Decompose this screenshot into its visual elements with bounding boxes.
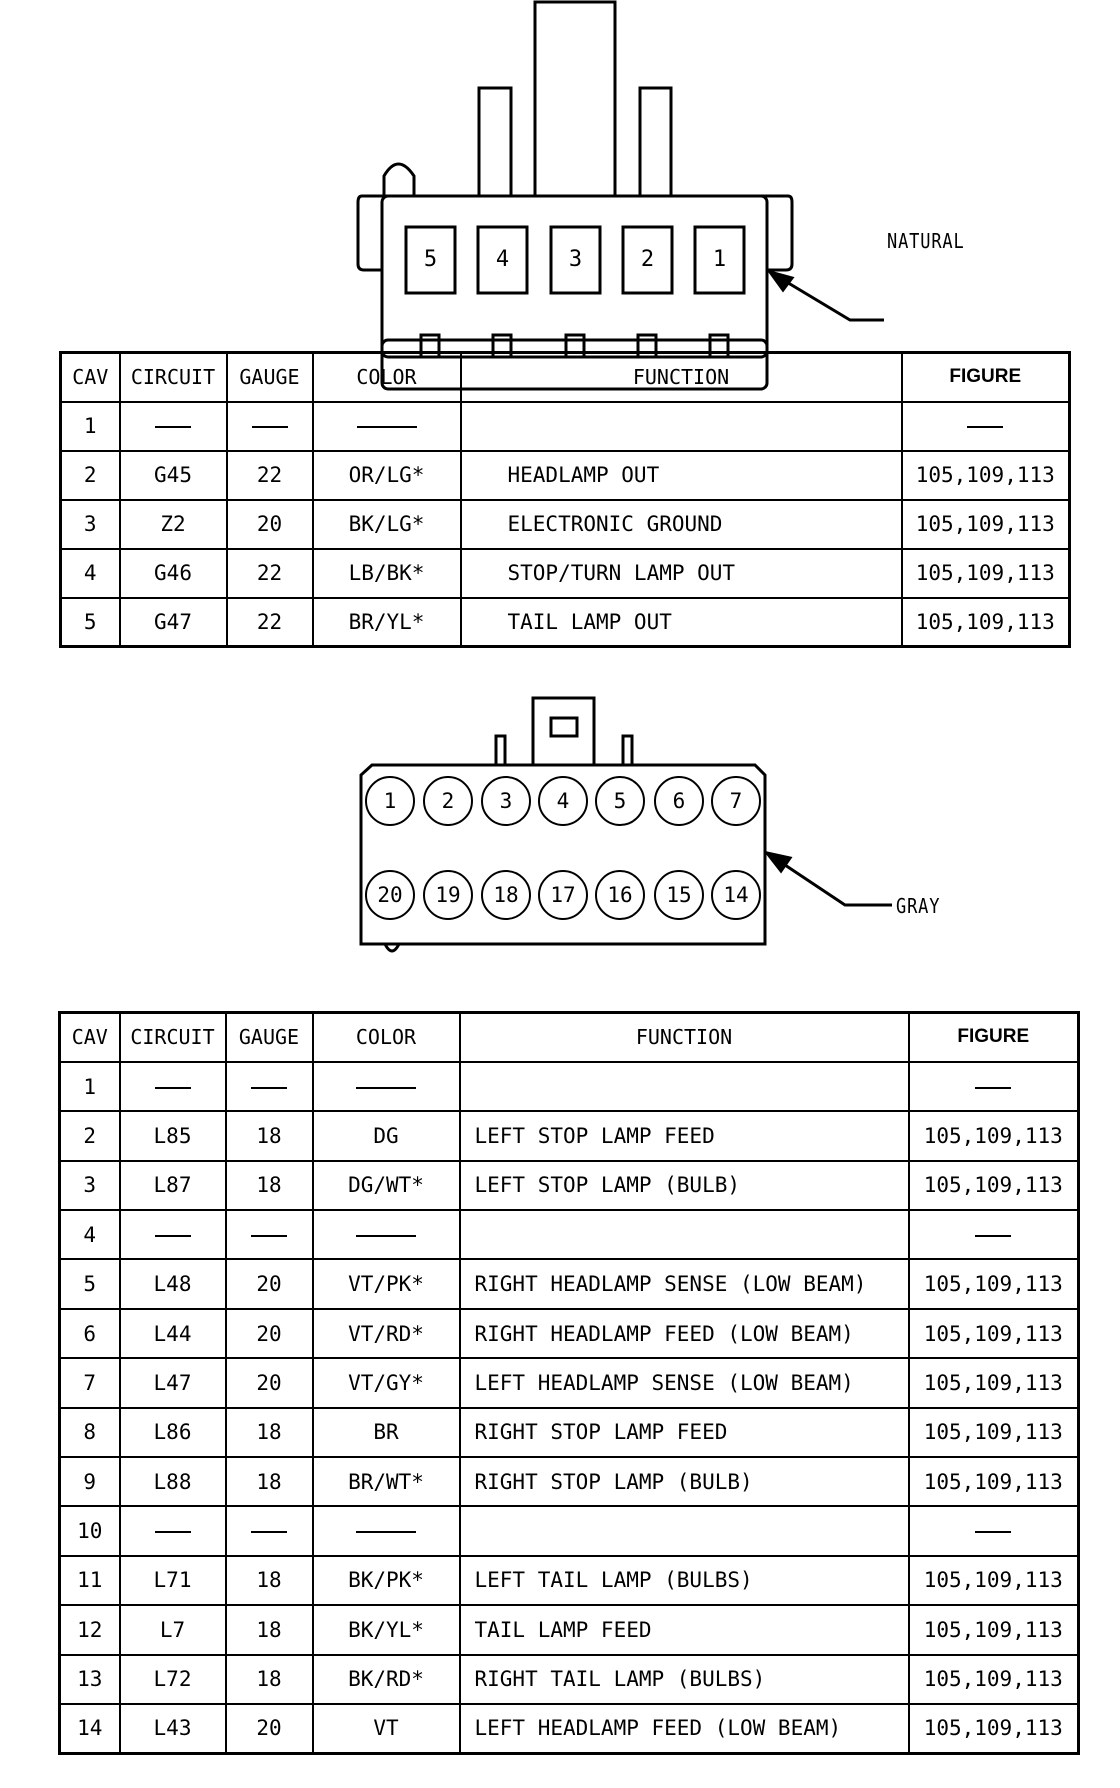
cell-circuit: G47 <box>120 598 227 647</box>
cell-cav: 5 <box>61 598 120 647</box>
cell-color: VT/PK* <box>313 1259 460 1308</box>
cell-cav: 6 <box>60 1309 120 1358</box>
cavity-number: 2 <box>640 247 655 272</box>
empty-dash <box>251 1235 287 1237</box>
table-row <box>61 598 1070 647</box>
cell-function <box>460 1062 909 1111</box>
cell-figure: 105,109,113 <box>902 598 1070 647</box>
cell-function: RIGHT STOP LAMP (BULB) <box>460 1457 909 1506</box>
column-header-figure: FIGURE <box>902 353 1070 402</box>
table-row <box>61 500 1070 549</box>
cell-cav: 9 <box>60 1457 120 1506</box>
empty-dash <box>975 1235 1011 1237</box>
cell-circuit: G45 <box>120 451 227 500</box>
cell-function <box>461 402 902 451</box>
cell-figure: 105,109,113 <box>902 500 1070 549</box>
cell-function: ELECTRONIC GROUND <box>461 500 902 549</box>
cavity-number: 1 <box>712 247 727 272</box>
cell-gauge: 20 <box>226 1704 313 1753</box>
cell-gauge <box>227 402 313 451</box>
cell-function: HEADLAMP OUT <box>461 451 902 500</box>
cell-figure: 105,109,113 <box>902 451 1070 500</box>
cell-figure: 105,109,113 <box>909 1358 1079 1407</box>
cavity-number: 5 <box>423 247 438 272</box>
cell-figure: 105,109,113 <box>909 1556 1079 1605</box>
cell-circuit: L88 <box>120 1457 226 1506</box>
cell-figure: 105,109,113 <box>902 549 1070 598</box>
empty-dash <box>155 1235 191 1237</box>
cell-function: RIGHT STOP LAMP FEED <box>460 1408 909 1457</box>
cavity-number: 3 <box>568 247 583 272</box>
cell-gauge: 20 <box>226 1309 313 1358</box>
table-row <box>60 1062 1079 1111</box>
cell-figure <box>909 1210 1079 1259</box>
cavity-circle: 18 <box>481 870 531 920</box>
column-header-cav: CAV <box>60 1013 120 1062</box>
cavity-circle: 3 <box>481 776 531 826</box>
table-row <box>60 1309 1079 1358</box>
cell-circuit: L47 <box>120 1358 226 1407</box>
table-row <box>61 402 1070 451</box>
cell-figure: 105,109,113 <box>909 1655 1079 1704</box>
empty-dash <box>356 1531 416 1533</box>
empty-dash <box>155 1087 191 1089</box>
empty-dash <box>975 1531 1011 1533</box>
table-row <box>60 1358 1079 1407</box>
table-row <box>60 1605 1079 1654</box>
cell-figure: 105,109,113 <box>909 1161 1079 1210</box>
cell-color: BK/LG* <box>313 500 461 549</box>
cell-figure: 105,109,113 <box>909 1457 1079 1506</box>
cell-function: RIGHT HEADLAMP FEED (LOW BEAM) <box>460 1309 909 1358</box>
cell-cav: 10 <box>60 1506 120 1555</box>
cavity-circle: 16 <box>595 870 645 920</box>
table-row <box>60 1259 1079 1308</box>
cell-gauge: 18 <box>226 1161 313 1210</box>
table-row <box>60 1655 1079 1704</box>
cell-function: RIGHT HEADLAMP SENSE (LOW BEAM) <box>460 1259 909 1308</box>
column-header-circuit: CIRCUIT <box>120 353 227 402</box>
cell-function: LEFT TAIL LAMP (BULBS) <box>460 1556 909 1605</box>
empty-dash <box>356 1087 416 1089</box>
table-row <box>60 1111 1079 1160</box>
cell-function <box>460 1210 909 1259</box>
cell-circuit: L71 <box>120 1556 226 1605</box>
cell-figure <box>909 1062 1079 1111</box>
cell-color: BK/YL* <box>313 1605 460 1654</box>
cell-function <box>460 1506 909 1555</box>
cell-figure: 105,109,113 <box>909 1111 1079 1160</box>
cavity-circle: 1 <box>365 776 415 826</box>
cell-color <box>313 1506 460 1555</box>
cell-gauge: 20 <box>227 500 313 549</box>
cell-gauge <box>226 1506 313 1555</box>
cell-function: LEFT STOP LAMP (BULB) <box>460 1161 909 1210</box>
pinout-table-gray <box>58 1011 1080 1755</box>
cell-color: BK/PK* <box>313 1556 460 1605</box>
cell-color <box>313 1210 460 1259</box>
cell-function: TAIL LAMP OUT <box>461 598 902 647</box>
cell-cav: 1 <box>60 1062 120 1111</box>
connector-natural-drawing <box>358 2 884 389</box>
cell-color <box>313 1062 460 1111</box>
cell-figure: 105,109,113 <box>909 1704 1079 1753</box>
cell-cav: 3 <box>60 1161 120 1210</box>
table-row <box>60 1506 1079 1555</box>
cavity-circle: 14 <box>711 870 761 920</box>
cell-circuit <box>120 1062 226 1111</box>
cell-function: LEFT HEADLAMP SENSE (LOW BEAM) <box>460 1358 909 1407</box>
cavity-circle: 6 <box>654 776 704 826</box>
cell-cav: 2 <box>61 451 120 500</box>
cell-circuit: Z2 <box>120 500 227 549</box>
cell-figure: 105,109,113 <box>909 1408 1079 1457</box>
cell-function: STOP/TURN LAMP OUT <box>461 549 902 598</box>
table-row <box>60 1161 1079 1210</box>
cell-cav: 5 <box>60 1259 120 1308</box>
empty-dash <box>155 426 191 428</box>
cell-cav: 4 <box>61 549 120 598</box>
cell-color: VT <box>313 1704 460 1753</box>
cell-function: LEFT HEADLAMP FEED (LOW BEAM) <box>460 1704 909 1753</box>
cavity-number: 4 <box>495 247 510 272</box>
column-header-circuit: CIRCUIT <box>120 1013 226 1062</box>
cell-circuit: L86 <box>120 1408 226 1457</box>
column-header-cav: CAV <box>61 353 120 402</box>
table-row <box>61 451 1070 500</box>
cell-color: DG <box>313 1111 460 1160</box>
cell-function: LEFT STOP LAMP FEED <box>460 1111 909 1160</box>
cavity-circle: 17 <box>538 870 588 920</box>
cell-cav: 1 <box>61 402 120 451</box>
cell-color: BR <box>313 1408 460 1457</box>
cell-cav: 7 <box>60 1358 120 1407</box>
empty-dash <box>357 426 417 428</box>
column-header-gauge: GAUGE <box>227 353 313 402</box>
cell-circuit: L43 <box>120 1704 226 1753</box>
cell-figure: 105,109,113 <box>909 1605 1079 1654</box>
cell-color: DG/WT* <box>313 1161 460 1210</box>
table-row <box>60 1210 1079 1259</box>
cell-gauge: 22 <box>227 451 313 500</box>
table-row <box>60 1408 1079 1457</box>
cell-figure: 105,109,113 <box>909 1259 1079 1308</box>
cell-cav: 3 <box>61 500 120 549</box>
column-header-gauge: GAUGE <box>226 1013 313 1062</box>
cell-color: BR/WT* <box>313 1457 460 1506</box>
cell-color: OR/LG* <box>313 451 461 500</box>
cell-circuit: L7 <box>120 1605 226 1654</box>
table-row <box>60 1704 1079 1753</box>
cell-cav: 4 <box>60 1210 120 1259</box>
cell-color: VT/RD* <box>313 1309 460 1358</box>
pinout-table-natural <box>59 351 1071 648</box>
cell-cav: 11 <box>60 1556 120 1605</box>
connector-color-label-natural: NATURAL <box>887 229 965 253</box>
cell-circuit: L87 <box>120 1161 226 1210</box>
cell-gauge: 18 <box>226 1457 313 1506</box>
cell-cav: 13 <box>60 1655 120 1704</box>
empty-dash <box>967 426 1003 428</box>
cavity-circle: 4 <box>538 776 588 826</box>
cavity-circle: 7 <box>711 776 761 826</box>
cell-circuit: L85 <box>120 1111 226 1160</box>
cell-gauge: 22 <box>227 549 313 598</box>
cell-circuit: L48 <box>120 1259 226 1308</box>
column-header-function: FUNCTION <box>460 1013 909 1062</box>
cell-cav: 8 <box>60 1408 120 1457</box>
cell-gauge <box>226 1210 313 1259</box>
cell-color <box>313 402 461 451</box>
cell-function: RIGHT TAIL LAMP (BULBS) <box>460 1655 909 1704</box>
cell-color: BK/RD* <box>313 1655 460 1704</box>
cell-circuit <box>120 402 227 451</box>
cell-gauge: 18 <box>226 1556 313 1605</box>
empty-dash <box>251 1087 287 1089</box>
cell-cav: 12 <box>60 1605 120 1654</box>
empty-dash <box>975 1087 1011 1089</box>
cell-function: TAIL LAMP FEED <box>460 1605 909 1654</box>
cell-gauge: 18 <box>226 1605 313 1654</box>
empty-dash <box>356 1235 416 1237</box>
connector-color-label-gray: GRAY <box>896 894 941 918</box>
cavity-circle: 15 <box>654 870 704 920</box>
cell-gauge: 18 <box>226 1655 313 1704</box>
cell-color: VT/GY* <box>313 1358 460 1407</box>
empty-dash <box>155 1531 191 1533</box>
column-header-function: FUNCTION <box>461 353 902 402</box>
cell-cav: 2 <box>60 1111 120 1160</box>
cell-circuit: G46 <box>120 549 227 598</box>
cell-circuit <box>120 1506 226 1555</box>
cell-figure: 105,109,113 <box>909 1309 1079 1358</box>
table-row <box>60 1556 1079 1605</box>
column-header-color: COLOR <box>313 1013 460 1062</box>
cell-cav: 14 <box>60 1704 120 1753</box>
table-header-row <box>60 1013 1079 1062</box>
cavity-circle: 5 <box>595 776 645 826</box>
cell-figure <box>909 1506 1079 1555</box>
column-header-figure: FIGURE <box>909 1013 1079 1062</box>
cell-circuit <box>120 1210 226 1259</box>
cell-gauge: 22 <box>227 598 313 647</box>
empty-dash <box>251 1531 287 1533</box>
cell-color: LB/BK* <box>313 549 461 598</box>
cavity-circle: 2 <box>423 776 473 826</box>
cavity-circle: 20 <box>365 870 415 920</box>
cell-gauge <box>226 1062 313 1111</box>
empty-dash <box>252 426 288 428</box>
cell-gauge: 20 <box>226 1259 313 1308</box>
table-row <box>60 1457 1079 1506</box>
cell-color: BR/YL* <box>313 598 461 647</box>
cell-circuit: L72 <box>120 1655 226 1704</box>
cell-gauge: 18 <box>226 1408 313 1457</box>
table-header-row <box>61 353 1070 402</box>
cell-gauge: 18 <box>226 1111 313 1160</box>
cell-figure <box>902 402 1070 451</box>
cell-gauge: 20 <box>226 1358 313 1407</box>
cavity-circle: 19 <box>423 870 473 920</box>
column-header-color: COLOR <box>313 353 461 402</box>
cell-circuit: L44 <box>120 1309 226 1358</box>
table-row <box>61 549 1070 598</box>
